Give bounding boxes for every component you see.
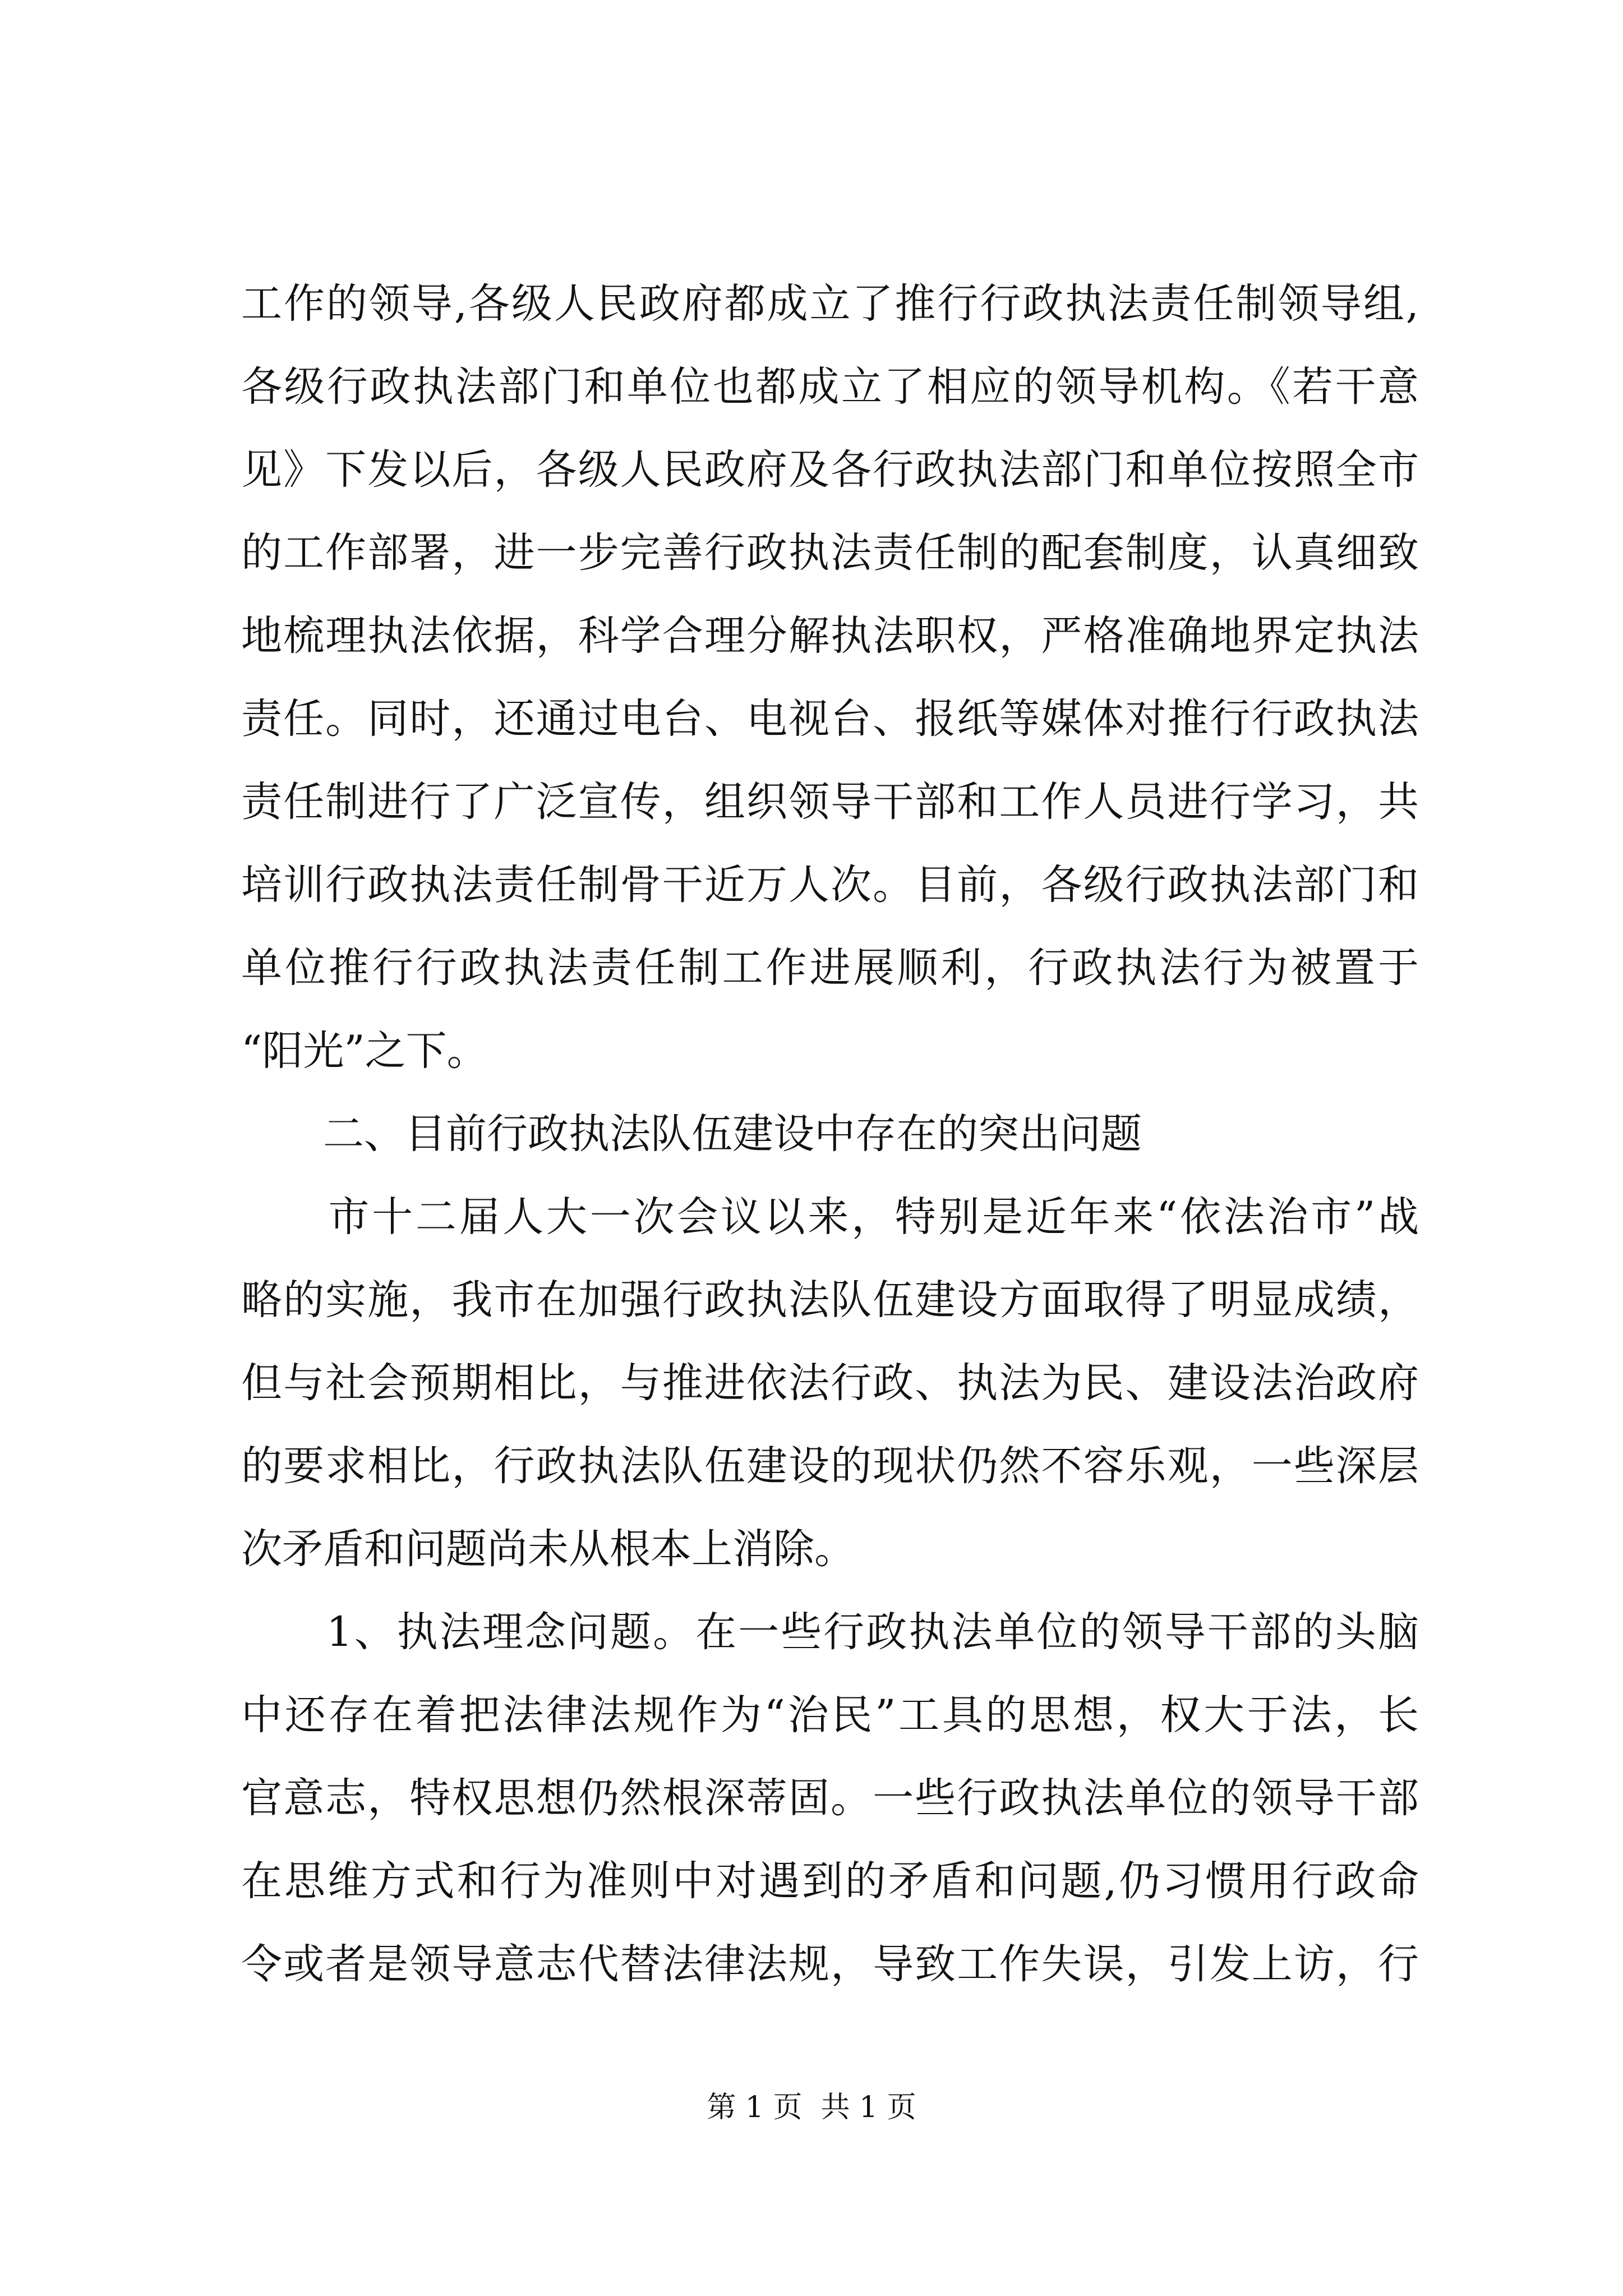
text-line: 单位推行行政执法责任制工作进展顺利，行政执法行为被置于	[241, 944, 1419, 992]
text-line: 1、执法理念问题。在一些行政执法单位的领导干部的头脑	[241, 1608, 1419, 1656]
text-line: 市十二届人大一次会议以来，特别是近年来“依法治市”战	[241, 1193, 1419, 1241]
text-line: 次矛盾和问题尚未从根本上消除。	[241, 1525, 855, 1573]
text-line: 责任制进行了广泛宣传，组织领导干部和工作人员进行学习，共	[241, 778, 1419, 826]
text-line: 在思维方式和行为准则中对遇到的矛盾和问题,仍习惯用行政命	[241, 1857, 1419, 1905]
text-line: 各级行政执法部门和单位也都成立了相应的领导机构。《若干意	[241, 363, 1419, 411]
text-line: 地梳理执法依据，科学合理分解执法职权，严格准确地界定执法	[241, 612, 1419, 660]
text-line: 工作的领导,各级人民政府都成立了推行行政执法责任制领导组,	[241, 280, 1419, 328]
text-line: 令或者是领导意志代替法律法规，导致工作失误，引发上访，行	[241, 1940, 1419, 1988]
text-line: 见》下发以后，各级人民政府及各行政执法部门和单位按照全市	[241, 446, 1419, 494]
text-line: 略的实施，我市在加强行政执法队伍建设方面取得了明显成绩，	[241, 1276, 1419, 1324]
section-heading: 二、目前行政执法队伍建设中存在的突出问题	[241, 1110, 1142, 1158]
text-line: 但与社会预期相比，与推进依法行政、执法为民、建设法治政府	[241, 1359, 1419, 1407]
page-footer: 第 1 页 共 1 页	[707, 2091, 916, 2124]
text-line: 中还存在着把法律法规作为“治民”工具的思想，权大于法，长	[241, 1691, 1419, 1739]
text-line: 责任。同时，还通过电台、电视台、报纸等媒体对推行行政执法	[241, 695, 1419, 743]
text-line: 的要求相比，行政执法队伍建设的现状仍然不容乐观，一些深层	[241, 1442, 1419, 1490]
text-line: 的工作部署，进一步完善行政执法责任制的配套制度，认真细致	[241, 529, 1419, 577]
text-line: 官意志，特权思想仍然根深蒂固。一些行政执法单位的领导干部	[241, 1774, 1419, 1822]
text-line: 培训行政执法责任制骨干近万人次。目前，各级行政执法部门和	[241, 861, 1419, 909]
body-text	[241, 263, 1419, 2006]
text-line: “阳光”之下。	[241, 1027, 488, 1075]
